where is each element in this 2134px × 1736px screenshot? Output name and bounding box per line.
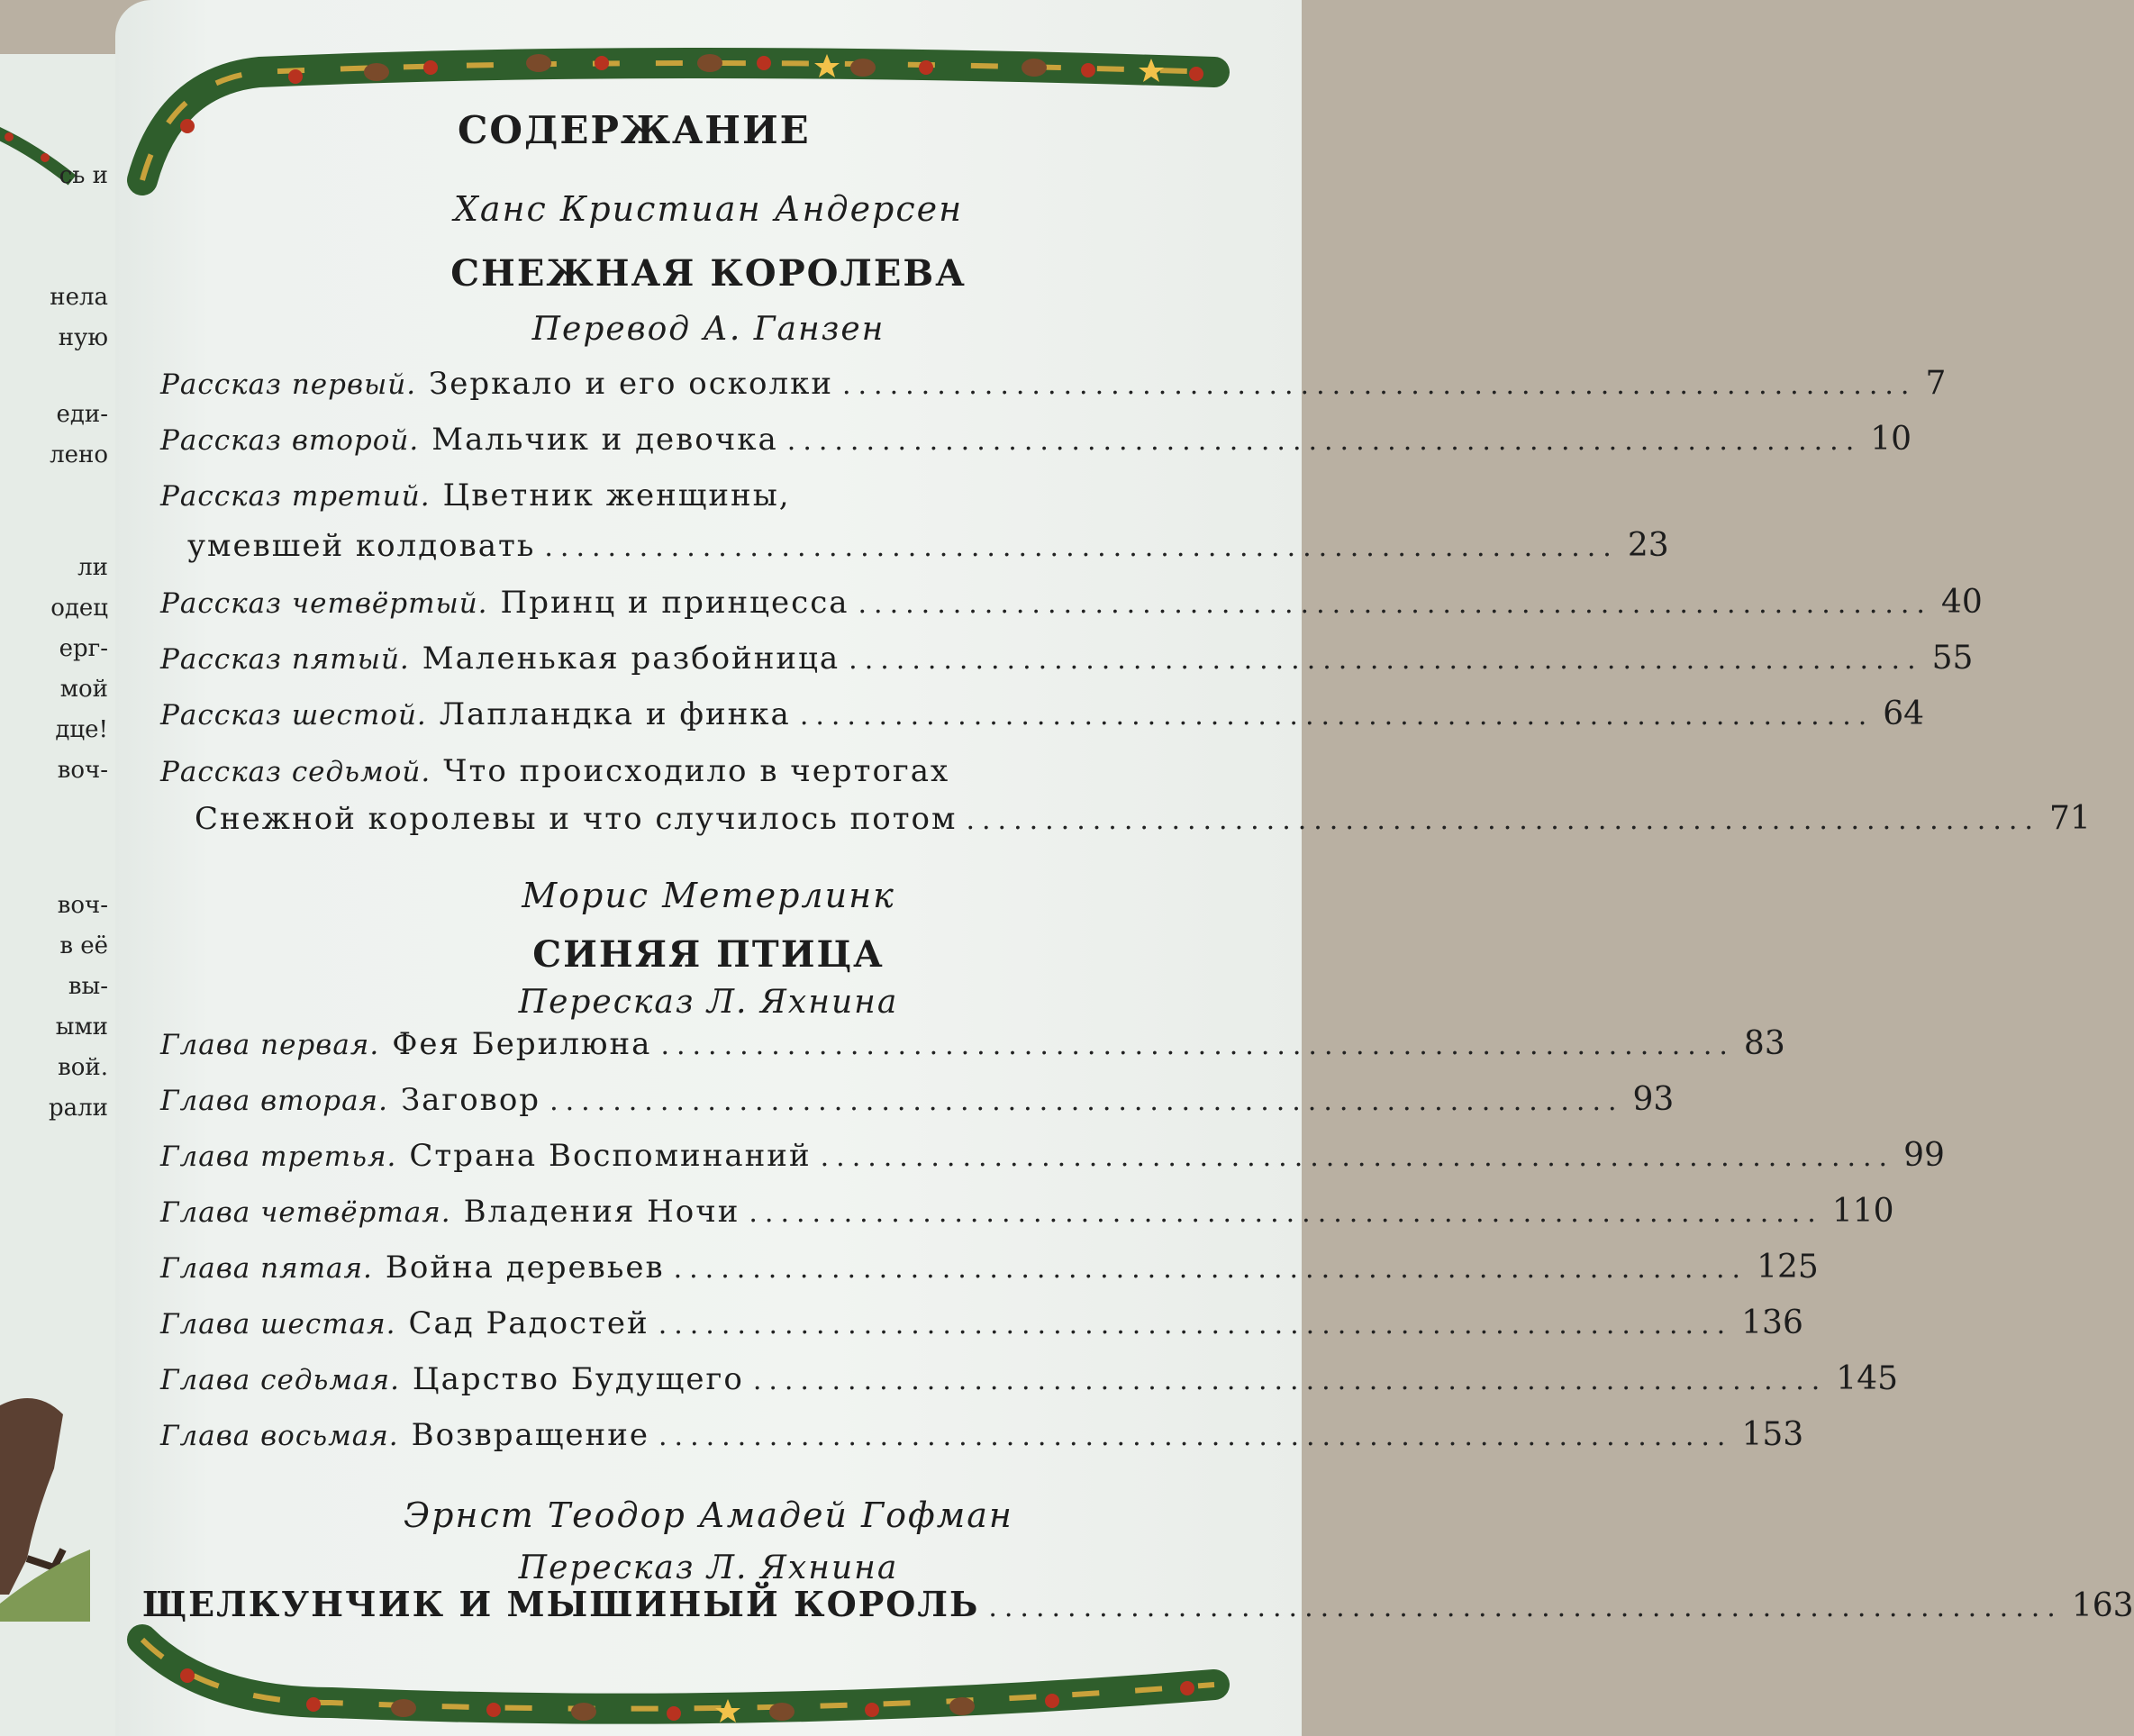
entry-title: Возвращение: [411, 1417, 649, 1453]
leader-dots: ....................................................................: [658, 1421, 1733, 1452]
page-fragment: рали: [49, 1095, 108, 1122]
entry-title: Зеркало и его осколки: [429, 366, 833, 402]
page-fragment: ли: [77, 554, 108, 581]
entry-label: Глава восьмая.: [160, 1420, 399, 1452]
toc-entry[interactable]: [160, 1025, 1785, 1072]
entry-title: Владения Ночи: [463, 1194, 740, 1230]
horse-illustration: [0, 1387, 90, 1622]
entry-label: Рассказ второй.: [160, 424, 420, 457]
toc-entry[interactable]: [160, 753, 1268, 800]
page-fragment: ерг-: [59, 635, 108, 662]
translator-credit: Пересказ Л. Яхнина: [518, 984, 899, 1021]
leader-dots: ....................................................................: [841, 369, 1917, 401]
leader-dots: ....................................................................: [749, 1197, 1823, 1229]
toc-entry[interactable]: [160, 477, 1268, 524]
toc-entry[interactable]: [160, 1193, 1894, 1240]
toc-entry[interactable]: [160, 1137, 1945, 1184]
entry-label: Рассказ первый.: [160, 368, 417, 401]
page-fragment: вы-: [68, 973, 108, 1000]
page-fragment: воч-: [57, 757, 108, 784]
page-fragment: ную: [58, 324, 108, 351]
translator-credit: Перевод А. Ганзен: [531, 311, 885, 348]
page-number: 153: [1741, 1416, 1804, 1453]
leader-dots: ....................................................................: [858, 588, 1932, 620]
entry-title: Царство Будущего: [412, 1361, 744, 1397]
author-name: Эрнст Теодор Амадей Гофман: [404, 1495, 1013, 1535]
entry-label: Глава вторая.: [160, 1085, 388, 1117]
leader-dots: ....................................................................: [673, 1253, 1748, 1285]
page-number: 7: [1925, 365, 1947, 402]
entry-label: Глава четвёртая.: [160, 1196, 451, 1229]
page-number: 23: [1627, 527, 1669, 564]
page-fragment: лено: [50, 441, 108, 468]
leader-dots: ....................................................................: [544, 532, 1619, 563]
page-fragment: одец: [50, 595, 108, 622]
author-name: Ханс Кристиан Андерсен: [453, 189, 964, 229]
entry-title: Цветник женщины,: [442, 477, 791, 514]
entry-label: Рассказ четвёртый.: [160, 587, 488, 620]
entry-label: Глава шестая.: [160, 1308, 396, 1341]
page-fragment: в её: [59, 932, 108, 959]
toc-entry[interactable]: [160, 1249, 1819, 1295]
page-number: 93: [1632, 1081, 1675, 1118]
entry-title: Заговор: [400, 1082, 541, 1118]
page-number: 99: [1903, 1137, 1945, 1174]
adjacent-page: [0, 54, 117, 1736]
page-fragment: воч-: [57, 892, 108, 919]
page-number: 145: [1836, 1360, 1899, 1397]
leader-dots: ....................................................................: [658, 1309, 1733, 1341]
page-number: 83: [1743, 1025, 1785, 1062]
leader-dots: ....................................................................: [966, 804, 2040, 836]
entry-label: Глава седьмая.: [160, 1364, 400, 1396]
page-fragment: сь и: [59, 162, 108, 189]
page-number: 55: [1931, 640, 1974, 677]
page-number: 64: [1883, 695, 1925, 732]
author-name: Морис Метерлинк: [522, 876, 895, 915]
entry-label: Рассказ пятый.: [160, 643, 410, 676]
toc-entry[interactable]: [160, 1304, 1803, 1351]
entry-title: Принц и принцесса: [500, 585, 849, 621]
entry-title: Страна Воспоминаний: [409, 1138, 812, 1174]
page-number: 71: [2048, 800, 2091, 837]
entry-label: Рассказ седьмой.: [160, 756, 431, 788]
page-number: 125: [1757, 1249, 1819, 1286]
work-title: ЩЕЛКУНЧИК И МЫШИНЫЙ КОРОЛЬ: [142, 1584, 980, 1624]
entry-label: Рассказ шестой.: [160, 699, 427, 732]
leader-dots: ....................................................................: [820, 1141, 1895, 1173]
work-title: СНЕЖНАЯ КОРОЛЕВА: [450, 252, 967, 295]
page-number: 163: [2071, 1587, 2134, 1624]
toc-entry-continuation[interactable]: [187, 527, 1669, 574]
entry-title: Фея Берилюна: [392, 1026, 652, 1062]
page-title: СОДЕРЖАНИЕ: [458, 108, 811, 152]
entry-label: Глава третья.: [160, 1141, 397, 1173]
toc-entry[interactable]: [160, 584, 1983, 631]
page-fragment: ыми: [55, 1013, 108, 1041]
page-fragment: вой.: [58, 1054, 108, 1081]
entry-title: Война деревьев: [385, 1250, 665, 1286]
entry-title: Сад Радостей: [408, 1305, 649, 1341]
toc-entry-continuation[interactable]: [195, 800, 2091, 847]
entry-title-continuation: умевшей колдовать: [187, 528, 536, 564]
leader-dots: ....................................................................: [752, 1365, 1828, 1396]
leader-dots: ....................................................................: [988, 1592, 2063, 1623]
toc-entry[interactable]: [160, 1081, 1675, 1128]
garland-decoration-bottom: [133, 1622, 1241, 1730]
toc-entry[interactable]: [160, 1360, 1899, 1407]
toc-entry[interactable]: [160, 421, 1912, 468]
entry-title: Лапландка и финка: [439, 696, 791, 732]
entry-title: Что происходило в чертогах: [443, 753, 950, 789]
entry-title-continuation: Снежной королевы и что случилось потом: [195, 801, 958, 837]
translator-credit: Пересказ Л. Яхнина: [518, 1550, 899, 1586]
page-fragment: еди-: [56, 401, 108, 428]
leader-dots: ....................................................................: [660, 1030, 1735, 1061]
leader-dots: ....................................................................: [799, 700, 1875, 732]
entry-label: Глава пятая.: [160, 1252, 373, 1285]
page-number: 110: [1831, 1193, 1894, 1230]
page-number: 10: [1870, 421, 1912, 458]
toc-entry[interactable]: [160, 695, 1925, 742]
leader-dots: ....................................................................: [849, 644, 1923, 676]
entry-title: Маленькая разбойница: [422, 641, 840, 677]
page-fragment: нела: [50, 284, 108, 311]
toc-entry[interactable]: [160, 365, 1947, 412]
leader-dots: ....................................................................: [786, 425, 1862, 457]
page-fragment: мой: [59, 676, 108, 703]
entry-label: Рассказ третий.: [160, 480, 431, 513]
entry-label: Глава первая.: [160, 1029, 380, 1061]
page-number: 40: [1940, 584, 1983, 621]
toc-page: [115, 0, 2134, 1736]
page-fragment: дце!: [55, 716, 108, 743]
toc-entry[interactable]: [160, 640, 1974, 686]
entry-title: Мальчик и девочка: [431, 422, 778, 458]
leader-dots: ....................................................................: [549, 1086, 1624, 1117]
toc-entry[interactable]: [160, 1416, 1804, 1463]
work-title: СИНЯЯ ПТИЦА: [532, 933, 885, 976]
page-number: 136: [1741, 1304, 1803, 1341]
